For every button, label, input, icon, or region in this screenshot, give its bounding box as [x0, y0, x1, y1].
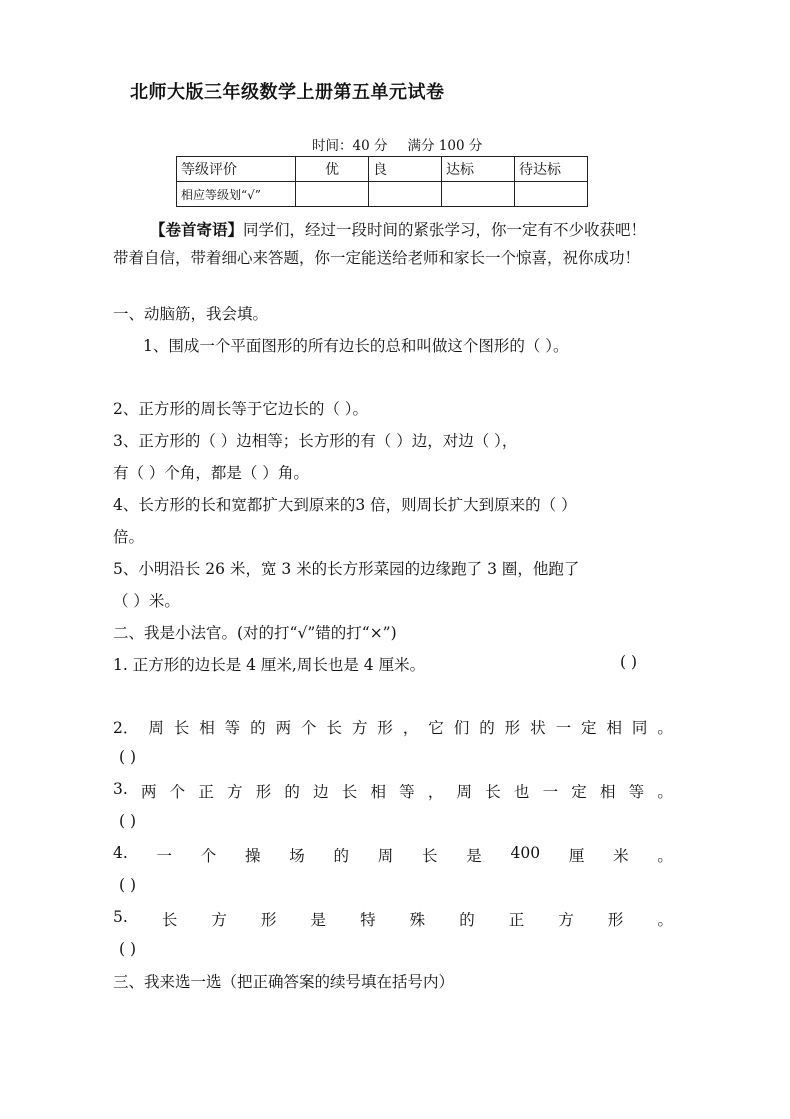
justified-word: 同 [631, 719, 648, 737]
section2-q3 [113, 780, 673, 802]
justified-word: 周 [456, 783, 473, 801]
grade-cell: 良 [369, 157, 442, 182]
justified-word: ， [402, 719, 419, 737]
justified-word: 400 [510, 844, 541, 862]
justified-word: 个 [169, 783, 186, 801]
justified-word: 状 [530, 719, 546, 737]
section1-q4-line1: 4、长方形的长和宽都扩大到原来的3 倍，则周长扩大到原来的（ ） [113, 496, 577, 514]
justified-word: 长 [422, 847, 438, 865]
justified-word: 相 [199, 719, 215, 737]
justified-word: 两 [140, 783, 157, 801]
justified-word: 殊 [409, 911, 426, 929]
grade-cell: 相应等级划“√” [177, 182, 296, 207]
grade-row-mark [177, 182, 588, 207]
justified-word: 长 [161, 911, 178, 929]
justified-word: 米 [613, 847, 629, 865]
justified-word: 长 [485, 783, 501, 801]
grade-cell-blank[interactable] [369, 182, 442, 207]
section2-q4 [113, 844, 673, 866]
justified-word: 等 [399, 783, 415, 801]
section2-q1: 1. 正方形的边长是 4 厘米,周长也是 4 厘米。 [113, 656, 426, 674]
justified-word: 方 [558, 911, 574, 929]
exam-meta [312, 134, 482, 154]
section1-heading: 一、动脑筋，我会填。 [113, 305, 269, 323]
grade-cell: 等级评价 [177, 157, 296, 182]
grade-row-header [177, 157, 588, 182]
justified-word: 操 [245, 847, 261, 865]
section2-q5 [113, 908, 673, 930]
justified-word: 也 [513, 783, 530, 801]
justified-word: 。 [657, 783, 673, 801]
justified-word: 方 [211, 911, 227, 929]
section1-q5-line2: （ ）米。 [113, 592, 180, 610]
grade-cell: 达标 [442, 157, 515, 182]
justified-word: 场 [289, 847, 305, 865]
justified-word: 一 [156, 847, 173, 865]
section2-q3-answer-paren[interactable]: ( ) [119, 812, 137, 830]
intro-text-1: 同学们，经过一段时间的紧张学习，你一定有不少收获吧！ [243, 221, 647, 239]
section1-q1: 1、围成一个平面图形的所有边长的总和叫做这个图形的（ ）。 [143, 337, 569, 355]
justified-word: 的 [479, 719, 495, 737]
justified-word: 等 [628, 783, 645, 801]
section1-q2: 2、正方形的周长等于它边长的（ ）。 [113, 400, 369, 418]
justified-word: 长 [326, 719, 342, 737]
page-title: 北师大版三年级数学上册第五单元试卷 [130, 82, 445, 103]
section1-q4-line2: 倍。 [113, 528, 145, 546]
justified-word: 相 [606, 719, 622, 737]
justified-word: 厘 [568, 847, 585, 865]
justified-word: 方 [227, 783, 243, 801]
justified-word: 们 [453, 719, 470, 737]
grade-cell-blank[interactable] [442, 182, 515, 207]
section1-q5-line1: 5、小明沿长 26 米，宽 3 米的长方形菜园的边缘跑了 3 圈，他跑了 [113, 560, 580, 578]
justified-word: 两 [275, 719, 292, 737]
justified-word: 个 [301, 719, 317, 737]
intro-line-2: 带着自信，带着细心来答题，你一定能送给老师和家长一个惊喜，祝你成功！ [113, 249, 641, 267]
section2-q2-answer-paren[interactable]: ( ) [119, 748, 137, 766]
justified-word: ， [427, 783, 444, 801]
section2-q4-answer-paren[interactable]: ( ) [119, 876, 137, 894]
justified-word: 形 [260, 911, 277, 929]
justified-word: 形 [607, 911, 624, 929]
grade-cell-blank[interactable] [296, 182, 369, 207]
justified-word: 定 [581, 719, 597, 737]
grade-cell-blank[interactable] [515, 182, 588, 207]
section2-heading: 二、我是小法官。(对的打“√”错的打“×”) [113, 624, 397, 642]
justified-word: 形 [504, 719, 521, 737]
justified-word: 特 [360, 911, 376, 929]
section2-q2 [113, 716, 673, 738]
exam-time: 时间：40 分 [312, 138, 388, 154]
justified-word: 2． [113, 719, 139, 737]
intro-lead: 【卷首寄语】 [150, 220, 244, 239]
justified-word: 5. [113, 908, 128, 926]
grade-table [176, 156, 588, 207]
grade-cell: 优 [296, 157, 369, 182]
intro-line-1 [150, 218, 646, 240]
justified-word: 正 [508, 911, 525, 929]
justified-word: 一 [555, 719, 572, 737]
justified-word: 形 [377, 719, 393, 737]
justified-word: 的 [459, 911, 475, 929]
justified-word: 一 [542, 783, 559, 801]
justified-word: 等 [224, 719, 241, 737]
justified-word: 长 [341, 783, 358, 801]
justified-word: 。 [657, 847, 673, 865]
justified-word: 的 [333, 847, 350, 865]
grade-cell: 待达标 [515, 157, 588, 182]
justified-word: 。 [657, 911, 673, 929]
justified-word: 相 [370, 783, 386, 801]
justified-word: 4. [113, 844, 128, 862]
justified-word: 定 [571, 783, 587, 801]
justified-word: 是 [466, 847, 482, 865]
justified-word: 长 [173, 719, 190, 737]
justified-word: 形 [255, 783, 272, 801]
justified-word: 周 [148, 719, 164, 737]
justified-word: 方 [351, 719, 368, 737]
justified-word: 。 [657, 719, 673, 737]
section2-q5-answer-paren[interactable]: ( ) [119, 940, 137, 958]
justified-word: 周 [377, 847, 394, 865]
justified-word: 是 [310, 911, 327, 929]
justified-word: 的 [250, 719, 266, 737]
section2-q1-answer-paren[interactable]: ( ) [620, 653, 638, 671]
section1-q3-line2: 有（ ）个角，都是（ ）角。 [113, 464, 309, 482]
justified-word: 个 [200, 847, 217, 865]
justified-word: 正 [198, 783, 214, 801]
justified-word: 相 [599, 783, 616, 801]
justified-word: 的 [284, 783, 300, 801]
justified-word: 边 [313, 783, 329, 801]
justified-word: 它 [428, 719, 444, 737]
section3-heading: 三、我来选一选（把正确答案的续号填在括号内） [113, 973, 455, 991]
section1-q3-line1: 3、正方形的（ ）边相等；长方形的有（ ）边，对边（ ）， [113, 432, 518, 450]
exam-full-score: 满分 100 分 [407, 138, 483, 154]
justified-word: 3. [113, 780, 128, 798]
